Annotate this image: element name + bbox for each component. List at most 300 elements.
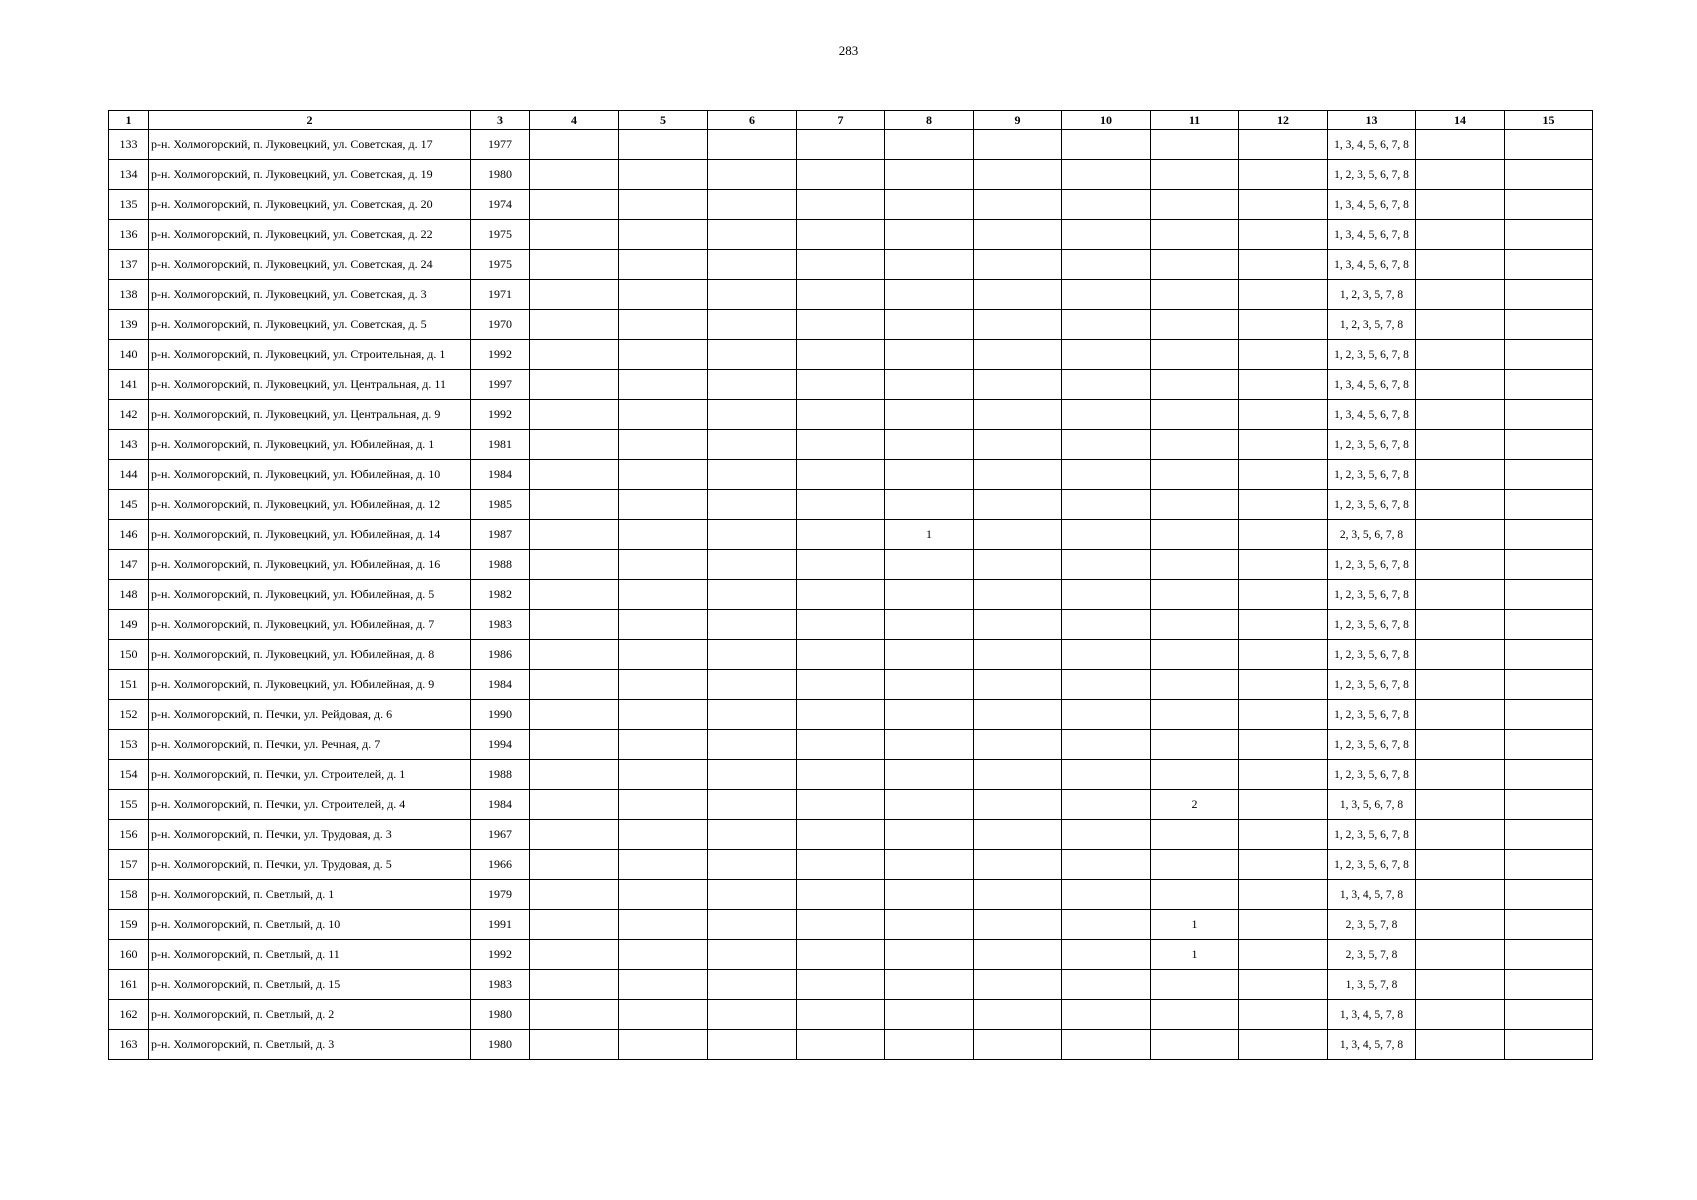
- table-cell-col-1: 133: [109, 130, 149, 160]
- table-cell-col-6: [708, 310, 797, 340]
- table-cell-col-11: 1: [1151, 940, 1239, 970]
- table-row: [109, 250, 1593, 280]
- table-cell-col-9: [974, 1030, 1062, 1060]
- table-cell-col-3: 1981: [471, 430, 530, 460]
- table-cell-col-7: [797, 880, 885, 910]
- table-cell-col-8: [885, 550, 974, 580]
- table-cell-col-2: р-н. Холмогорский, п. Луковецкий, ул. Центральная, д. 9: [149, 400, 471, 430]
- table-cell-col-7: [797, 370, 885, 400]
- table-cell-col-7: [797, 1000, 885, 1030]
- table-cell-col-5: [619, 910, 708, 940]
- table-cell-col-6: [708, 580, 797, 610]
- table-cell-col-1: 161: [109, 970, 149, 1000]
- table-cell-col-5: [619, 1000, 708, 1030]
- table-cell-col-6: [708, 160, 797, 190]
- table-cell-col-14: [1416, 220, 1505, 250]
- table-cell-col-11: [1151, 340, 1239, 370]
- table-cell-col-14: [1416, 820, 1505, 850]
- column-header-14: 14: [1416, 111, 1505, 130]
- table-cell-col-11: [1151, 190, 1239, 220]
- column-header-11: 11: [1151, 111, 1239, 130]
- table-cell-col-8: [885, 640, 974, 670]
- table-cell-col-2: р-н. Холмогорский, п. Луковецкий, ул. Советская, д. 17: [149, 130, 471, 160]
- table-cell-col-7: [797, 250, 885, 280]
- table-cell-col-14: [1416, 880, 1505, 910]
- table-cell-col-9: [974, 520, 1062, 550]
- table-cell-col-5: [619, 970, 708, 1000]
- table-cell-col-15: [1505, 250, 1593, 280]
- table-cell-col-13: 1, 2, 3, 5, 6, 7, 8: [1328, 700, 1416, 730]
- table-cell-col-8: [885, 460, 974, 490]
- table-cell-col-12: [1239, 520, 1328, 550]
- table-cell-col-8: [885, 220, 974, 250]
- table-cell-col-3: 1982: [471, 580, 530, 610]
- table-cell-col-11: [1151, 370, 1239, 400]
- table-cell-col-1: 152: [109, 700, 149, 730]
- table-cell-col-11: [1151, 850, 1239, 880]
- register-table: [108, 110, 1593, 1060]
- table-cell-col-3: 1997: [471, 370, 530, 400]
- table-cell-col-6: [708, 550, 797, 580]
- table-cell-col-3: 1967: [471, 820, 530, 850]
- table-cell-col-13: 1, 3, 5, 6, 7, 8: [1328, 790, 1416, 820]
- table-cell-col-8: [885, 400, 974, 430]
- table-cell-col-7: [797, 520, 885, 550]
- table-cell-col-8: [885, 580, 974, 610]
- table-cell-col-1: 143: [109, 430, 149, 460]
- table-cell-col-10: [1062, 220, 1151, 250]
- table-row: [109, 220, 1593, 250]
- table-cell-col-6: [708, 970, 797, 1000]
- table-cell-col-14: [1416, 460, 1505, 490]
- table-cell-col-1: 155: [109, 790, 149, 820]
- table-cell-col-4: [530, 760, 619, 790]
- table-cell-col-5: [619, 190, 708, 220]
- table-cell-col-9: [974, 850, 1062, 880]
- table-row: [109, 730, 1593, 760]
- table-cell-col-11: [1151, 760, 1239, 790]
- table-cell-col-13: 2, 3, 5, 7, 8: [1328, 910, 1416, 940]
- table-cell-col-10: [1062, 640, 1151, 670]
- table-cell-col-6: [708, 910, 797, 940]
- table-cell-col-14: [1416, 280, 1505, 310]
- table-cell-col-11: [1151, 970, 1239, 1000]
- table-cell-col-12: [1239, 700, 1328, 730]
- table-cell-col-2: р-н. Холмогорский, п. Луковецкий, ул. Юбилейная, д. 10: [149, 460, 471, 490]
- table-cell-col-8: [885, 820, 974, 850]
- table-cell-col-1: 136: [109, 220, 149, 250]
- table-cell-col-5: [619, 520, 708, 550]
- table-cell-col-9: [974, 400, 1062, 430]
- table-cell-col-10: [1062, 1030, 1151, 1060]
- table-row: [109, 670, 1593, 700]
- table-cell-col-4: [530, 250, 619, 280]
- table-cell-col-15: [1505, 490, 1593, 520]
- table-cell-col-4: [530, 460, 619, 490]
- table-cell-col-5: [619, 310, 708, 340]
- table-cell-col-8: [885, 430, 974, 460]
- column-header-5: 5: [619, 111, 708, 130]
- column-header-3: 3: [471, 111, 530, 130]
- table-cell-col-5: [619, 730, 708, 760]
- column-header-1: 1: [109, 111, 149, 130]
- table-cell-col-11: [1151, 820, 1239, 850]
- table-cell-col-3: 1975: [471, 220, 530, 250]
- table-cell-col-2: р-н. Холмогорский, п. Печки, ул. Рейдовая, д. 6: [149, 700, 471, 730]
- table-cell-col-1: 163: [109, 1030, 149, 1060]
- table-cell-col-4: [530, 520, 619, 550]
- table-cell-col-12: [1239, 430, 1328, 460]
- table-cell-col-7: [797, 490, 885, 520]
- table-cell-col-7: [797, 280, 885, 310]
- table-cell-col-2: р-н. Холмогорский, п. Луковецкий, ул. Юбилейная, д. 7: [149, 610, 471, 640]
- table-cell-col-1: 144: [109, 460, 149, 490]
- table-cell-col-7: [797, 220, 885, 250]
- table-cell-col-2: р-н. Холмогорский, п. Луковецкий, ул. Юбилейная, д. 12: [149, 490, 471, 520]
- table-cell-col-15: [1505, 760, 1593, 790]
- table-cell-col-4: [530, 670, 619, 700]
- table-cell-col-15: [1505, 130, 1593, 160]
- table-cell-col-4: [530, 910, 619, 940]
- table-row: [109, 700, 1593, 730]
- table-cell-col-12: [1239, 610, 1328, 640]
- table-cell-col-10: [1062, 940, 1151, 970]
- table-cell-col-4: [530, 310, 619, 340]
- table-cell-col-14: [1416, 190, 1505, 220]
- table-cell-col-7: [797, 850, 885, 880]
- table-cell-col-13: 1, 2, 3, 5, 6, 7, 8: [1328, 760, 1416, 790]
- table-cell-col-4: [530, 1000, 619, 1030]
- table-row: [109, 970, 1593, 1000]
- table-cell-col-9: [974, 940, 1062, 970]
- table-cell-col-9: [974, 670, 1062, 700]
- table-cell-col-4: [530, 610, 619, 640]
- table-cell-col-4: [530, 880, 619, 910]
- table-cell-col-5: [619, 820, 708, 850]
- table-cell-col-3: 1977: [471, 130, 530, 160]
- table-cell-col-14: [1416, 400, 1505, 430]
- table-row: [109, 460, 1593, 490]
- table-cell-col-10: [1062, 460, 1151, 490]
- table-cell-col-2: р-н. Холмогорский, п. Луковецкий, ул. Советская, д. 19: [149, 160, 471, 190]
- table-cell-col-14: [1416, 520, 1505, 550]
- table-row: [109, 580, 1593, 610]
- table-cell-col-3: 1984: [471, 460, 530, 490]
- table-cell-col-15: [1505, 670, 1593, 700]
- table-cell-col-5: [619, 280, 708, 310]
- table-cell-col-6: [708, 400, 797, 430]
- table-cell-col-8: [885, 1030, 974, 1060]
- table-cell-col-11: 1: [1151, 910, 1239, 940]
- table-cell-col-4: [530, 730, 619, 760]
- table-cell-col-14: [1416, 160, 1505, 190]
- table-cell-col-2: р-н. Холмогорский, п. Луковецкий, ул. Юбилейная, д. 8: [149, 640, 471, 670]
- table-cell-col-4: [530, 130, 619, 160]
- table-row: [109, 640, 1593, 670]
- table-row: [109, 130, 1593, 160]
- table-cell-col-12: [1239, 880, 1328, 910]
- table-cell-col-2: р-н. Холмогорский, п. Луковецкий, ул. Советская, д. 5: [149, 310, 471, 340]
- table-cell-col-1: 157: [109, 850, 149, 880]
- table-cell-col-4: [530, 220, 619, 250]
- table-cell-col-7: [797, 550, 885, 580]
- table-cell-col-6: [708, 700, 797, 730]
- table-cell-col-1: 150: [109, 640, 149, 670]
- table-cell-col-5: [619, 670, 708, 700]
- table-cell-col-5: [619, 850, 708, 880]
- table-cell-col-6: [708, 610, 797, 640]
- table-cell-col-9: [974, 220, 1062, 250]
- table-cell-col-15: [1505, 160, 1593, 190]
- table-cell-col-7: [797, 310, 885, 340]
- table-cell-col-7: [797, 1030, 885, 1060]
- table-cell-col-10: [1062, 490, 1151, 520]
- table-cell-col-11: [1151, 670, 1239, 700]
- table-cell-col-8: [885, 700, 974, 730]
- table-cell-col-11: [1151, 1000, 1239, 1030]
- table-cell-col-6: [708, 760, 797, 790]
- table-cell-col-15: [1505, 1030, 1593, 1060]
- table-cell-col-1: 140: [109, 340, 149, 370]
- table-cell-col-10: [1062, 340, 1151, 370]
- table-cell-col-3: 1992: [471, 400, 530, 430]
- table-cell-col-2: р-н. Холмогорский, п. Светлый, д. 10: [149, 910, 471, 940]
- table-cell-col-13: 1, 3, 4, 5, 6, 7, 8: [1328, 220, 1416, 250]
- table-row: [109, 520, 1593, 550]
- table-row: [109, 340, 1593, 370]
- table-cell-col-10: [1062, 910, 1151, 940]
- table-cell-col-14: [1416, 970, 1505, 1000]
- table-row: [109, 610, 1593, 640]
- table-cell-col-8: [885, 310, 974, 340]
- table-row: [109, 190, 1593, 220]
- table-cell-col-7: [797, 400, 885, 430]
- table-cell-col-5: [619, 880, 708, 910]
- table-row: [109, 370, 1593, 400]
- table-cell-col-13: 1, 3, 5, 7, 8: [1328, 970, 1416, 1000]
- table-cell-col-15: [1505, 820, 1593, 850]
- table-cell-col-15: [1505, 850, 1593, 880]
- column-header-4: 4: [530, 111, 619, 130]
- table-cell-col-13: 1, 2, 3, 5, 6, 7, 8: [1328, 610, 1416, 640]
- table-cell-col-15: [1505, 610, 1593, 640]
- table-cell-col-6: [708, 790, 797, 820]
- table-cell-col-8: [885, 970, 974, 1000]
- table-cell-col-15: [1505, 880, 1593, 910]
- table-cell-col-9: [974, 760, 1062, 790]
- table-cell-col-10: [1062, 310, 1151, 340]
- table-cell-col-2: р-н. Холмогорский, п. Луковецкий, ул. Советская, д. 3: [149, 280, 471, 310]
- table-row: [109, 430, 1593, 460]
- table-cell-col-7: [797, 640, 885, 670]
- table-cell-col-7: [797, 940, 885, 970]
- table-row: [109, 550, 1593, 580]
- table-row: [109, 160, 1593, 190]
- table-cell-col-8: [885, 160, 974, 190]
- table-cell-col-6: [708, 880, 797, 910]
- table-cell-col-3: 1994: [471, 730, 530, 760]
- table-cell-col-1: 145: [109, 490, 149, 520]
- table-cell-col-5: [619, 760, 708, 790]
- table-cell-col-10: [1062, 520, 1151, 550]
- table-cell-col-7: [797, 190, 885, 220]
- table-cell-col-1: 142: [109, 400, 149, 430]
- table-cell-col-13: 1, 3, 4, 5, 7, 8: [1328, 1030, 1416, 1060]
- table-cell-col-9: [974, 460, 1062, 490]
- table-cell-col-8: [885, 610, 974, 640]
- table-cell-col-15: [1505, 790, 1593, 820]
- table-cell-col-13: 1, 2, 3, 5, 6, 7, 8: [1328, 850, 1416, 880]
- table-cell-col-9: [974, 310, 1062, 340]
- table-cell-col-11: [1151, 400, 1239, 430]
- table-cell-col-8: [885, 850, 974, 880]
- table-row: [109, 880, 1593, 910]
- table-row: [109, 790, 1593, 820]
- table-cell-col-2: р-н. Холмогорский, п. Печки, ул. Трудовая, д. 3: [149, 820, 471, 850]
- table-cell-col-7: [797, 460, 885, 490]
- table-cell-col-2: р-н. Холмогорский, п. Печки, ул. Речная, д. 7: [149, 730, 471, 760]
- table-cell-col-11: [1151, 580, 1239, 610]
- table-row: [109, 280, 1593, 310]
- table-cell-col-4: [530, 430, 619, 460]
- table-cell-col-2: р-н. Холмогорский, п. Светлый, д. 3: [149, 1030, 471, 1060]
- table-cell-col-4: [530, 370, 619, 400]
- table-header: [109, 111, 1593, 130]
- table-cell-col-3: 1988: [471, 760, 530, 790]
- table-cell-col-1: 138: [109, 280, 149, 310]
- table-cell-col-4: [530, 550, 619, 580]
- table-cell-col-13: 1, 2, 3, 5, 7, 8: [1328, 280, 1416, 310]
- header-row: [109, 111, 1593, 130]
- table-cell-col-15: [1505, 520, 1593, 550]
- table-cell-col-1: 147: [109, 550, 149, 580]
- table-cell-col-15: [1505, 400, 1593, 430]
- table-cell-col-5: [619, 490, 708, 520]
- table-cell-col-5: [619, 940, 708, 970]
- table-cell-col-15: [1505, 370, 1593, 400]
- table-cell-col-3: 1974: [471, 190, 530, 220]
- table-cell-col-9: [974, 910, 1062, 940]
- table-cell-col-8: [885, 130, 974, 160]
- table-cell-col-4: [530, 490, 619, 520]
- table-cell-col-13: 1, 2, 3, 5, 6, 7, 8: [1328, 460, 1416, 490]
- table-cell-col-4: [530, 640, 619, 670]
- table-cell-col-13: 1, 2, 3, 5, 6, 7, 8: [1328, 580, 1416, 610]
- column-header-15: 15: [1505, 111, 1593, 130]
- table-cell-col-2: р-н. Холмогорский, п. Луковецкий, ул. Юбилейная, д. 1: [149, 430, 471, 460]
- table-cell-col-15: [1505, 640, 1593, 670]
- table-cell-col-14: [1416, 730, 1505, 760]
- table-cell-col-6: [708, 460, 797, 490]
- table-cell-col-13: 1, 2, 3, 5, 6, 7, 8: [1328, 820, 1416, 850]
- table-cell-col-6: [708, 850, 797, 880]
- table-cell-col-13: 2, 3, 5, 7, 8: [1328, 940, 1416, 970]
- table-cell-col-14: [1416, 640, 1505, 670]
- table-cell-col-6: [708, 940, 797, 970]
- table-cell-col-10: [1062, 610, 1151, 640]
- table-cell-col-12: [1239, 910, 1328, 940]
- table-cell-col-11: [1151, 430, 1239, 460]
- table-cell-col-12: [1239, 280, 1328, 310]
- table-cell-col-12: [1239, 850, 1328, 880]
- table-cell-col-12: [1239, 550, 1328, 580]
- table-cell-col-2: р-н. Холмогорский, п. Светлый, д. 11: [149, 940, 471, 970]
- table-cell-col-13: 1, 2, 3, 5, 6, 7, 8: [1328, 640, 1416, 670]
- table-cell-col-15: [1505, 970, 1593, 1000]
- table-cell-col-13: 1, 3, 4, 5, 6, 7, 8: [1328, 190, 1416, 220]
- table-cell-col-1: 159: [109, 910, 149, 940]
- table-cell-col-9: [974, 490, 1062, 520]
- table-cell-col-8: [885, 340, 974, 370]
- table-cell-col-5: [619, 460, 708, 490]
- table-cell-col-6: [708, 640, 797, 670]
- table-row: [109, 850, 1593, 880]
- table-cell-col-5: [619, 430, 708, 460]
- table-cell-col-13: 1, 3, 4, 5, 7, 8: [1328, 880, 1416, 910]
- table-cell-col-10: [1062, 820, 1151, 850]
- table-cell-col-7: [797, 130, 885, 160]
- table-cell-col-2: р-н. Холмогорский, п. Печки, ул. Строителей, д. 1: [149, 760, 471, 790]
- table-cell-col-9: [974, 820, 1062, 850]
- table-cell-col-6: [708, 250, 797, 280]
- table-row: [109, 910, 1593, 940]
- table-cell-col-1: 139: [109, 310, 149, 340]
- table-cell-col-11: [1151, 160, 1239, 190]
- table-cell-col-14: [1416, 490, 1505, 520]
- table-body: [109, 130, 1593, 1060]
- table-cell-col-11: [1151, 250, 1239, 280]
- table-cell-col-7: [797, 340, 885, 370]
- table-cell-col-14: [1416, 670, 1505, 700]
- table-cell-col-7: [797, 760, 885, 790]
- table-cell-col-2: р-н. Холмогорский, п. Светлый, д. 2: [149, 1000, 471, 1030]
- table-cell-col-8: [885, 490, 974, 520]
- table-cell-col-11: [1151, 610, 1239, 640]
- table-cell-col-10: [1062, 280, 1151, 310]
- table-cell-col-2: р-н. Холмогорский, п. Светлый, д. 15: [149, 970, 471, 1000]
- table-cell-col-13: 1, 2, 3, 5, 6, 7, 8: [1328, 550, 1416, 580]
- table-cell-col-8: [885, 730, 974, 760]
- table-cell-col-13: 1, 3, 4, 5, 6, 7, 8: [1328, 370, 1416, 400]
- table-cell-col-4: [530, 340, 619, 370]
- table-cell-col-1: 149: [109, 610, 149, 640]
- table-cell-col-7: [797, 160, 885, 190]
- table-cell-col-12: [1239, 640, 1328, 670]
- table-cell-col-9: [974, 280, 1062, 310]
- table-cell-col-12: [1239, 760, 1328, 790]
- table-cell-col-15: [1505, 460, 1593, 490]
- table-cell-col-13: 1, 2, 3, 5, 6, 7, 8: [1328, 730, 1416, 760]
- table-cell-col-10: [1062, 370, 1151, 400]
- table-cell-col-5: [619, 550, 708, 580]
- table-cell-col-1: 135: [109, 190, 149, 220]
- table-cell-col-7: [797, 700, 885, 730]
- table-cell-col-10: [1062, 430, 1151, 460]
- table-cell-col-1: 146: [109, 520, 149, 550]
- table-cell-col-15: [1505, 1000, 1593, 1030]
- table-cell-col-9: [974, 430, 1062, 460]
- table-cell-col-6: [708, 730, 797, 760]
- table-cell-col-8: [885, 1000, 974, 1030]
- table-cell-col-3: 1992: [471, 340, 530, 370]
- table-cell-col-9: [974, 640, 1062, 670]
- table-cell-col-2: р-н. Холмогорский, п. Луковецкий, ул. Юбилейная, д. 9: [149, 670, 471, 700]
- table-cell-col-4: [530, 850, 619, 880]
- table-cell-col-2: р-н. Холмогорский, п. Луковецкий, ул. Советская, д. 24: [149, 250, 471, 280]
- table-cell-col-1: 137: [109, 250, 149, 280]
- table-cell-col-15: [1505, 730, 1593, 760]
- table-cell-col-15: [1505, 430, 1593, 460]
